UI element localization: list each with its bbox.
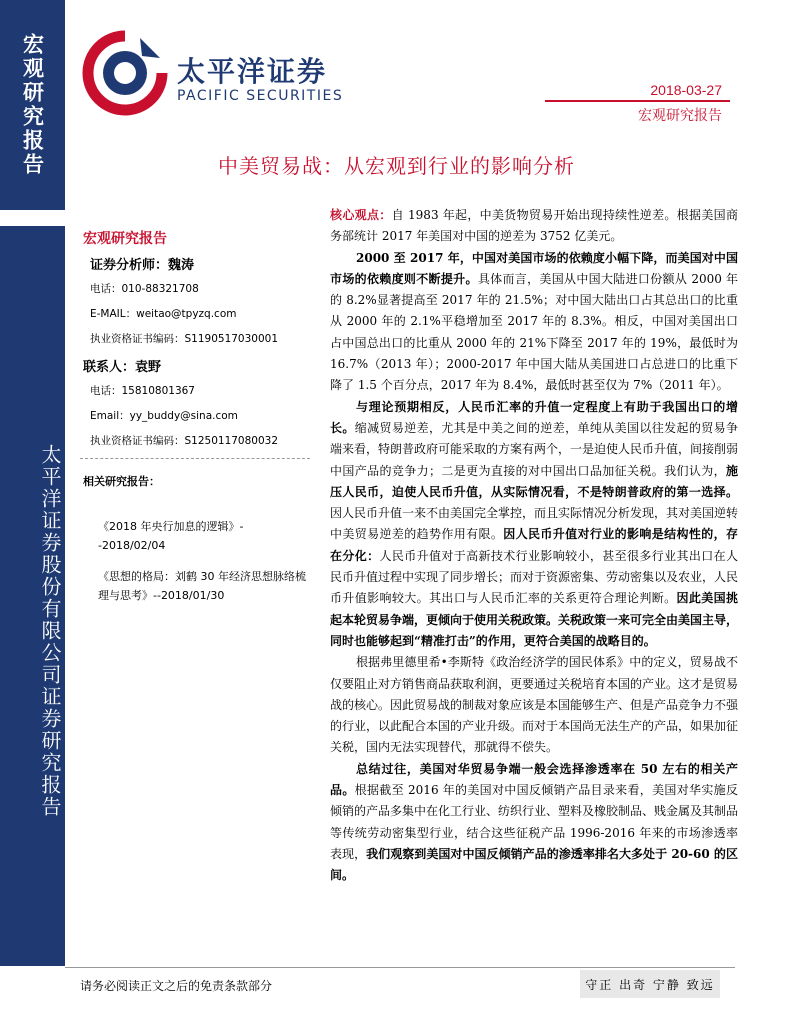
sidebar-company-label: 太平洋证券股份有限公司证券研究报告 — [0, 226, 65, 966]
paragraph-summary: 总结过往，美国对华贸易争端一般会选择渗透率在 50 左右的相关产品。根据截至 2016 年的美国对中国反倾销产品目录来看，美国对华实施反倾销的产品多集中在化工行业、纺织行业、塑料及橡胶制品、贱金属及其制品等传统劳动密集型行业，结合这些征税产品 1996-2016 年来的市场渗透率表现，我们观察到美国对中国反倾销产品的渗透率排名大多处于 20-60 的区间。 — [330, 761, 739, 883]
logo-mark-icon — [80, 28, 170, 118]
analyst-email: E-MAIL：weitao@tpyzq.com — [90, 308, 237, 320]
left-heading: 宏观研究报告 — [83, 231, 167, 247]
analyst: 证券分析师：魏涛 — [90, 258, 195, 273]
footer-divider — [65, 967, 735, 968]
brand-name-en: PACIFIC SECURITIES — [177, 88, 344, 104]
disclaimer: 请务必阅读正文之后的免责条款部分 — [80, 979, 273, 993]
page-title: 中美贸易战：从宏观到行业的影响分析 — [218, 154, 575, 178]
analyst-phone: 电话：010-88321708 — [90, 283, 199, 295]
analyst-panel — [80, 228, 310, 617]
paragraph-dependence: 2000 至 2017 年，中国对美国市场的依赖度小幅下降，而美国对中国市场的依赖度则不断提升。具体而言，美国从中国大陆进口份额从 2000 年的 8.2%显著提高至 2017 年的 21.5%；对中国大陆出口占其总出口的比重从 2000 年的 2.1%平稳增加至 2017 年的 8.3%。相反，中国对美国出口占中国总出口的比重从 2000 年的 21%下降至 2017 年的 19%，最低时为 16.7%（2013 年）；2000-2017 年中国大陆从美国进口占总进口的比重下降了 1.5 个百分点，2017 年为 8.4%，最低时甚至仅为 7%（2011 年）。 — [330, 250, 738, 393]
report-body — [330, 205, 738, 887]
report-date: 2018-03-27 — [650, 82, 722, 98]
contact-cert: 执业资格证书编码：S1250117080032 — [90, 435, 279, 447]
related-heading: 相关研究报告： — [83, 475, 160, 488]
company-motto: 守正 出奇 宁静 致远 — [580, 970, 720, 998]
related-report: 《思想的格局：刘鹤 30 年经济思想脉络梳理与思考》--2018/01/30 — [98, 570, 306, 602]
divider — [80, 458, 310, 459]
company-logo — [80, 28, 360, 128]
brand-name-cn: 太平洋证券 — [177, 55, 328, 88]
related-report: 《2018 年央行加息的逻辑》--2018/02/04 — [98, 520, 244, 552]
contact: 联系人：袁野 — [83, 360, 162, 375]
contact-email: Email：yy_buddy@sina.com — [90, 410, 238, 422]
paragraph-list: 根据弗里德里希•李斯特《政治经济学的国民体系》中的定义，贸易战不仅要阻止对方销售商品获取利润，更要通过关税培育本国的产业。这才是贸易战的核心。因此贸易战的制裁对象应该是本国能够生产、但是产品竞争力不强的行业，以此配合本国的产业升级。而对于本国尚无法生产的产品，如果加征关税，国内无法实现替代，那就得不偿失。 — [330, 655, 739, 755]
paragraph-exchange-rate: 与理论预期相反，人民币汇率的升值一定程度上有助于我国出口的增长。缩减贸易逆差，尤其是中美之间的逆差，单纯从美国以往发起的贸易争端来看，特朗普政府可能采取的方案有两个，一是迫使人民币升值，间接削弱中国产品的竞争力；二是更为直接的对中国出口品加征关税。我们认为，施压人民币，迫使人民币升值，从实际情况看，不是特朗普政府的第一选择。因人民币升值一来不由美国完全掌控，而且实际情况分析发现，其对美国逆转中美贸易逆差的趋势作用有限。因人民币升值对行业的影响是结构性的，存在分化：人民币升值对于高新技术行业影响较小，甚至很多行业其出口在人民币升值过程中实现了同步增长；而对于资源密集、劳动密集以及农业，人民币升值影响较大。其出口与人民币汇率的关系更符合理论判断。因此美国挑起本轮贸易争端，更倾向于使用关税政策。关税政策一来可完全由美国主导，同时也能够起到“精准打击”的作用，更符合美国的战略目的。 — [330, 399, 739, 648]
analyst-cert: 执业资格证书编码：S1190517030001 — [90, 333, 279, 345]
sidebar-top-label: 宏观研究报告 — [0, 0, 65, 210]
header-divider — [545, 100, 730, 102]
report-type: 宏观研究报告 — [638, 108, 722, 124]
paragraph-core-view: 核心观点：自 1983 年起，中美货物贸易开始出现持续性逆差。根据美国商务部统计 2017 年美国对中国的逆差为 3752 亿美元。 — [330, 208, 738, 244]
contact-phone: 电话：15810801367 — [90, 385, 195, 397]
